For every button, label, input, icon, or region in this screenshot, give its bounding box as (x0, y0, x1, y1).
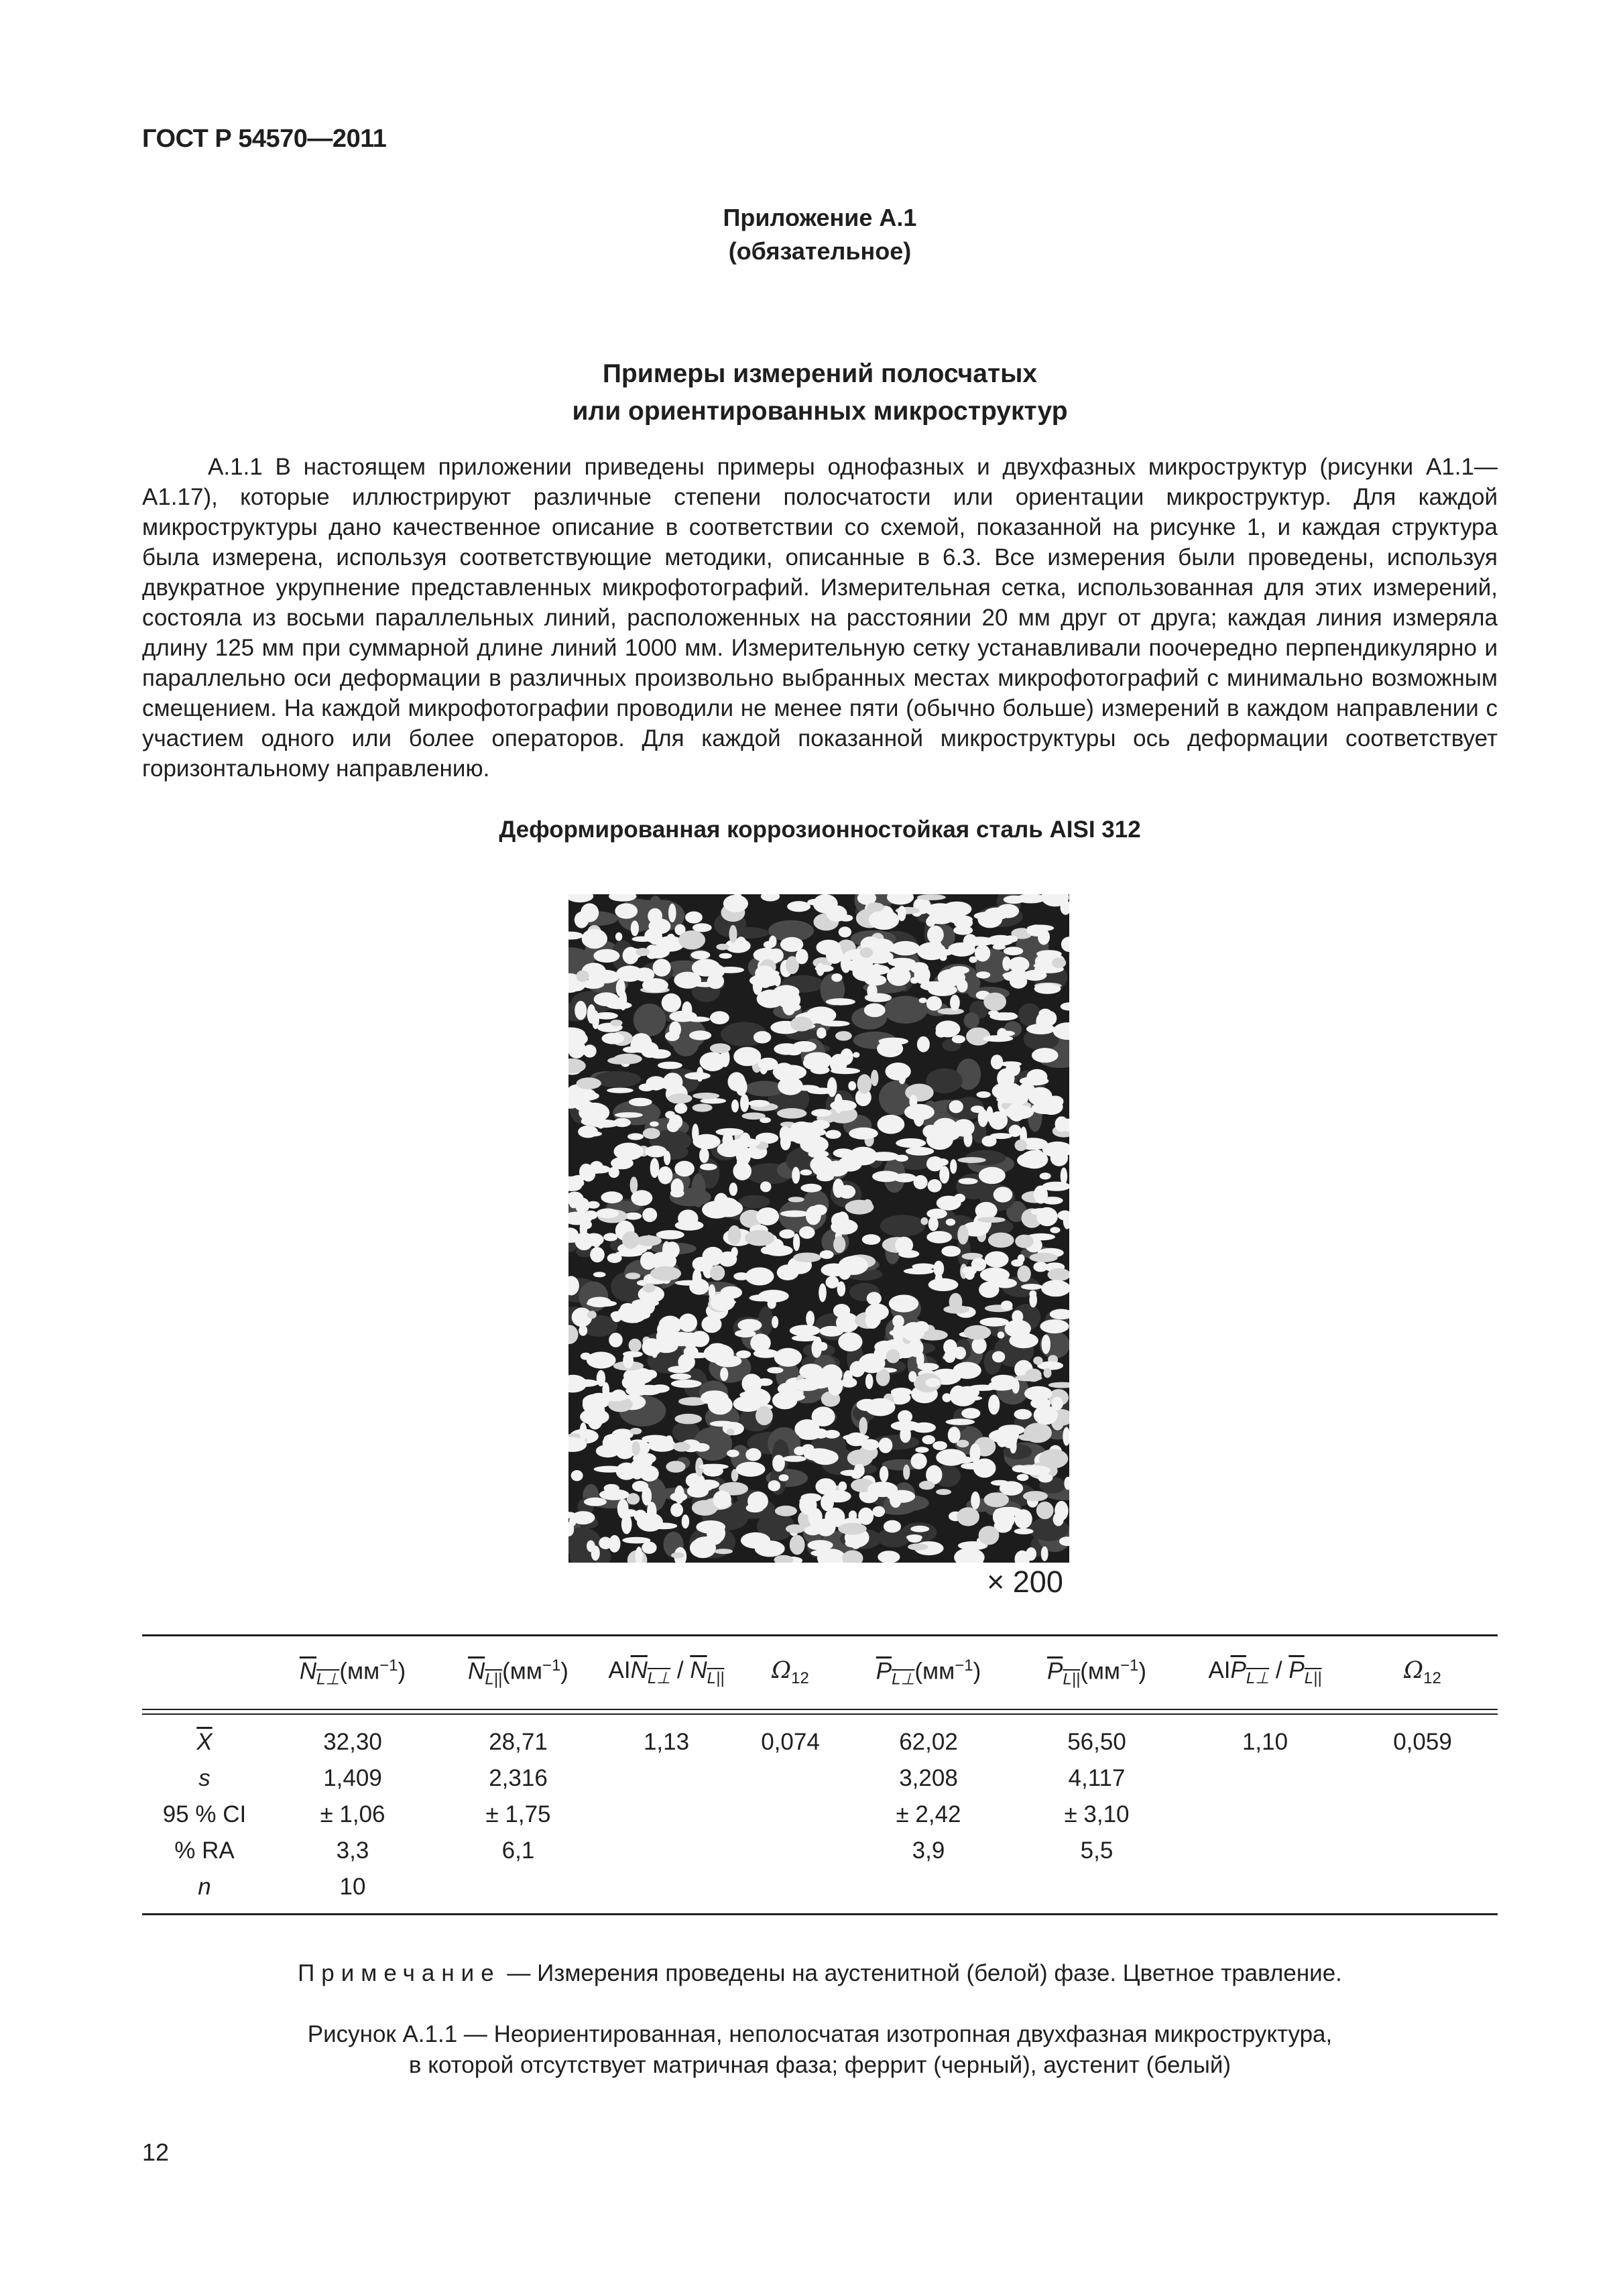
table-cell (1183, 1869, 1347, 1913)
table-cell: 4,117 (1068, 1765, 1126, 1791)
table-cell (1183, 1797, 1347, 1833)
table-row (142, 1797, 1498, 1833)
row-label-mean: $\overline{X}$ (196, 1729, 213, 1755)
section-title-line2: или ориентированных микроструктур (572, 397, 1068, 426)
table-cell (438, 1869, 598, 1913)
row-label-s: s (198, 1765, 211, 1791)
table-cell: 3,9 (912, 1837, 945, 1864)
note-text: — Измерения проведены на аустенитной (белой) фазе. Цветное травление. (500, 1960, 1342, 1986)
table-row (142, 1760, 1498, 1797)
header-p-perp: $\overline{P}_{L\perp}(мм^{-1})$ (876, 1656, 981, 1689)
table-cell: 28,71 (489, 1729, 548, 1755)
header-n-par: $\overline{N}_{L||}(мм^{-1})$ (468, 1656, 568, 1689)
header-ai-p: $AI\overline{P}_{L\perp} / \overline{P}_{L||}$ (1208, 1657, 1322, 1687)
header-double-rule (142, 1709, 1498, 1715)
header-ai-n: $AI\overline{N}_{L\perp} / \overline{N}_{L||}$ (608, 1657, 725, 1687)
table-cell (598, 1869, 735, 1913)
measurement-table (142, 1634, 1498, 1915)
table-cell: 3,208 (899, 1765, 958, 1791)
table-bottom-rule (142, 1913, 1498, 1915)
table-cell (598, 1760, 735, 1797)
table-cell: 2,316 (489, 1765, 548, 1791)
table-cell (735, 1760, 846, 1797)
table-cell: ± 2,42 (896, 1801, 961, 1827)
table-cell (598, 1797, 735, 1833)
note-label: Примечание (298, 1960, 501, 1986)
document-code: ГОСТ Р 54570—2011 (142, 125, 387, 153)
caption-line1: Рисунок А.1.1 — Неориентированная, неполосчатая изотропная двухфазная микроструктура, (307, 2021, 1333, 2047)
table-cell: 0,074 (761, 1729, 820, 1755)
table-cell: 1,13 (643, 1729, 690, 1755)
row-label-ra: % RA (174, 1837, 235, 1864)
table-cell: ± 3,10 (1064, 1801, 1130, 1827)
section-title (142, 355, 1498, 430)
table-cell (1011, 1869, 1183, 1913)
body-text (142, 452, 1498, 784)
header-omega-n: $\Omega_{12}$ (772, 1657, 809, 1687)
section-title-line1: Примеры измерений полосчатых (602, 359, 1038, 388)
table-cell: ± 1,06 (320, 1801, 385, 1827)
table-cell: 1,10 (1242, 1729, 1288, 1755)
table-cell (1347, 1833, 1498, 1869)
caption-line2: в которой отсутствует матричная фаза; феррит (черный), аустенит (белый) (408, 2052, 1231, 2078)
table-cell (735, 1869, 846, 1913)
micrograph-image (568, 894, 1069, 1563)
table-cell: 6,1 (501, 1837, 535, 1864)
header-omega-p: $\Omega_{12}$ (1404, 1657, 1441, 1687)
table-cell: 0,059 (1393, 1729, 1452, 1755)
table-cell (598, 1833, 735, 1869)
data-table (142, 1636, 1498, 1913)
table-cell: 5,5 (1080, 1837, 1114, 1864)
table-cell: 1,409 (323, 1765, 382, 1791)
table-cell: ± 1,75 (485, 1801, 551, 1827)
table-cell: 10 (339, 1874, 366, 1900)
table-cell: 3,3 (336, 1837, 369, 1864)
table-row (142, 1715, 1498, 1760)
note (142, 1960, 1498, 1987)
header-p-par: $\overline{P}_{L||}(мм^{-1})$ (1047, 1656, 1146, 1689)
table-cell (735, 1797, 846, 1833)
magnification-label: × 200 (987, 1565, 1063, 1599)
table-cell (1183, 1760, 1347, 1797)
figure-caption (142, 2019, 1498, 2081)
appendix-label: Приложение А.1 (723, 204, 917, 231)
page-number: 12 (142, 2138, 170, 2166)
table-row (142, 1833, 1498, 1869)
table-cell: 62,02 (899, 1729, 958, 1755)
header-empty (142, 1636, 267, 1709)
row-label-n: n (198, 1874, 211, 1900)
table-cell (1347, 1760, 1498, 1797)
paragraph-a11: А.1.1 В настоящем приложении приведены примеры однофазных и двухфазных микроструктур (рисунки А1.1—А1.17), которые иллюстрируют различные степени полосчатости или ориентации микроструктур. Для каждой микроструктуры дано качественное описание в соответствии со схемой, показанной на рисунке 1, и каждая структура была измерена, используя соответствующие методики, описанные в 6.3. Все измерения были проведены, используя двукратное укрупнение представленных микрофотографий. Измерительная сетка, использованная для этих измерений, состояла из восьми параллельных линий, расположенных на расстоянии 20 мм друг от друга; каждая линия измеряла длину 125 мм при суммарной длине линий 1000 мм. Измерительную сетку устанавливали поочередно перпендикулярно и параллельно оси деформации в различных произвольно выбранных местах микрофотографий с минимально возможным смещением. На каждой микрофотографии проводили не менее пяти (обычно больше) измерений в каждом направлении с участием одного или более операторов. Для каждой показанной микроструктуры ось деформации соответствует горизонтальному направлению. (142, 454, 1498, 782)
table-cell (735, 1833, 846, 1869)
row-label-ci: 95 % CI (162, 1801, 247, 1827)
table-cell: 32,30 (323, 1729, 382, 1755)
table-cell: 56,50 (1067, 1729, 1126, 1755)
header-n-perp: $\overline{N}_{L\perp}(мм^{-1})$ (299, 1656, 406, 1689)
table-cell (1183, 1833, 1347, 1869)
figure-heading: Деформированная коррозионностойкая сталь AISI 312 (499, 817, 1141, 843)
table-cell (1347, 1869, 1498, 1913)
table-header-row (142, 1636, 1498, 1709)
appendix-status: (обязательное) (728, 237, 912, 265)
table-cell (1347, 1797, 1498, 1833)
table-cell (846, 1869, 1011, 1913)
table-row (142, 1869, 1498, 1913)
